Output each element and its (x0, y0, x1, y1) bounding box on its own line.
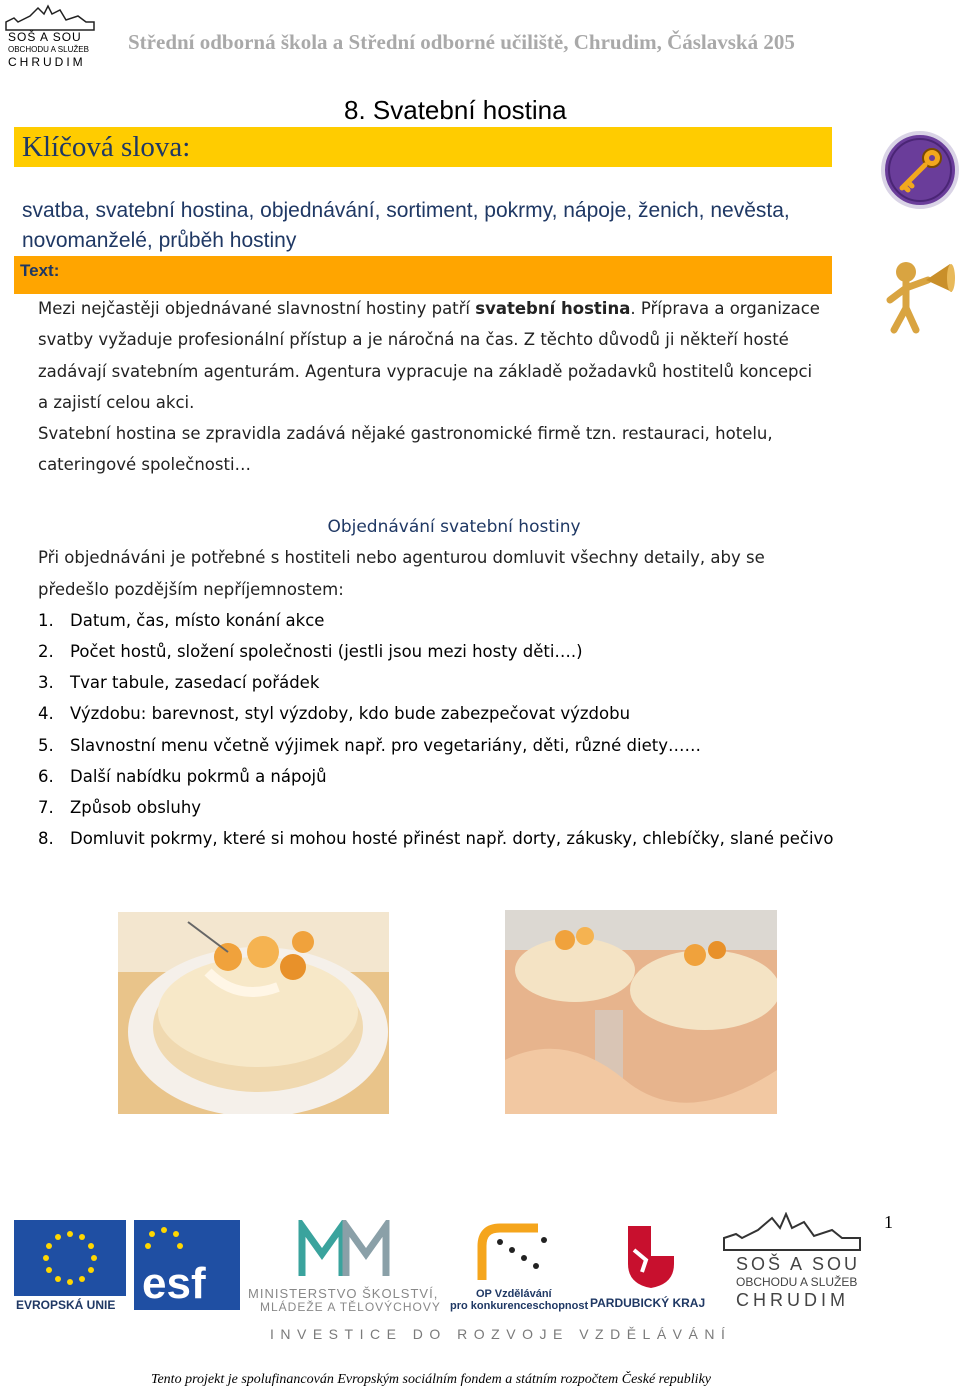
section-intro-line2: předešlo pozdějším nepříjemnostem: (38, 580, 344, 599)
list-item (38, 673, 319, 692)
castle-icon (4, 4, 96, 32)
list-item (38, 829, 833, 848)
op-icon (448, 1220, 574, 1286)
pardubicky-kraj-logo (588, 1220, 714, 1314)
intro-line1 (38, 299, 820, 318)
keywords-line1: svatba, svatební hostina, objednávání, sortiment, pokrmy, nápoje, ženich, nevěsta, (22, 199, 790, 222)
sos-line1: SOŠ A SOU (736, 1254, 861, 1274)
megaphone-figure-icon (882, 256, 960, 341)
list-number: 5. (38, 736, 54, 755)
sos-line2: OBCHODU A SLUŽEB (736, 1275, 858, 1289)
list-item (38, 704, 630, 723)
sos-line3: CHRUDIM (736, 1290, 849, 1310)
footer-text: Tento projekt je spolufinancován Evropským sociálním fondem a státním rozpočtem České republiky (150, 1372, 712, 1387)
castle-icon (722, 1212, 862, 1252)
list-item (38, 736, 701, 755)
msmt-line2: MLÁDEŽE A TĚLOVÝCHOVY (260, 1300, 441, 1314)
list-text: Počet hostů, složení společnosti (jestli jsou mezi hosty děti….) (70, 642, 583, 661)
text-label: Text: (20, 261, 60, 280)
school-header: Střední odborná škola a Střední odborné učiliště, Chrudim, Čáslavská 205 (128, 30, 795, 54)
school-logo (4, 4, 96, 68)
list-number: 2. (38, 642, 54, 661)
list-number: 7. (38, 798, 54, 817)
keywords-label: Klíčová slova: (22, 131, 191, 163)
eu-logo (14, 1220, 126, 1314)
cake-photo-left (118, 912, 389, 1114)
section-intro-line1: Při objednáváni je potřebné s hostiteli nebo agenturou domluvit všechny detaily, aby se (38, 548, 765, 567)
list-text: Slavnostní menu včetně výjimek např. pro vegetariány, děti, různé diety…… (70, 736, 701, 755)
logo-line3: CHRUDIM (8, 55, 86, 69)
esf-icon (134, 1220, 240, 1310)
coat-of-arms-icon (588, 1220, 714, 1290)
keywords (22, 196, 862, 256)
op-logo (448, 1220, 589, 1314)
list-text: Další nabídku pokrmů a nápojů (70, 767, 327, 786)
list-number: 4. (38, 704, 54, 723)
list-item (38, 798, 201, 817)
msmt-line1: MINISTERSTVO ŠKOLSTVÍ, (248, 1286, 439, 1301)
sos-sou-logo (722, 1212, 872, 1316)
invest-slogan: INVESTICE DO ROZVOJE VZDĚLÁVÁNÍ (270, 1326, 732, 1342)
esf-caption: esf (142, 1259, 206, 1308)
intro-line1-post: . Příprava a organizace (630, 299, 820, 318)
list-item (38, 611, 324, 630)
list-text: Tvar tabule, zasedací pořádek (70, 673, 320, 692)
logo-line2: OBCHODU A SLUŽEB (8, 45, 89, 54)
op-line2: pro konkurenceschopnost (450, 1300, 589, 1312)
intro-line4: a zajistí celou akci. (38, 393, 195, 412)
keywords-line2: novomanželé, průběh hostiny (22, 229, 297, 252)
list-text: Způsob obsluhy (70, 798, 202, 817)
section-title: Objednávání svatební hostiny (327, 517, 581, 537)
intro-line3: zadávají svatebním agenturám. Agentura vypracuje na základě požadavků hostitelů koncepci (38, 362, 813, 381)
op-line1: OP Vzdělávání (476, 1288, 552, 1300)
eu-flag-icon (14, 1220, 126, 1296)
list-text: Domluvit pokrmy, které si mohou hosté přinést např. dorty, zákusky, chlebíčky, slané pečivo (70, 829, 834, 848)
intro-line2: svatby vyžaduje profesionální přístup a je náročná na čas. Z těchto důvodů ji někteří hosté (38, 330, 789, 349)
intro-line1-bold: svatební hostina (475, 299, 631, 318)
list-text: Datum, čas, místo konání akce (70, 611, 325, 630)
list-text: Výzdobu: barevnost, styl výzdoby, kdo bude zabezpečovat výzdobu (70, 704, 631, 723)
esf-logo (134, 1220, 240, 1310)
eu-caption: EVROPSKÁ UNIE (16, 1298, 116, 1312)
cake-photo-right (505, 910, 777, 1114)
page-number: 1 (884, 1212, 893, 1232)
list-item (38, 642, 583, 661)
key-icon (880, 130, 960, 215)
list-number: 6. (38, 767, 54, 786)
msmt-icon (246, 1220, 436, 1280)
page-title: 8. Svatební hostina (344, 95, 567, 125)
list-number: 1. (38, 611, 54, 630)
intro-line6: cateringové společnosti… (38, 455, 252, 474)
logo-line1: SOŠ A SOU (8, 30, 82, 44)
text-box (14, 256, 832, 294)
list-number: 3. (38, 673, 54, 692)
intro-line5: Svatební hostina se zpravidla zadává nějaké gastronomické firmě tzn. restauraci, hotelu, (38, 424, 773, 443)
msmt-logo (246, 1220, 441, 1316)
list-number: 8. (38, 829, 54, 848)
list-item (38, 767, 327, 786)
pardubicky-kraj-caption: PARDUBICKÝ KRAJ (590, 1296, 706, 1310)
intro-line1-pre: Mezi nejčastěji objednávané slavnostní hostiny patří (38, 299, 476, 318)
